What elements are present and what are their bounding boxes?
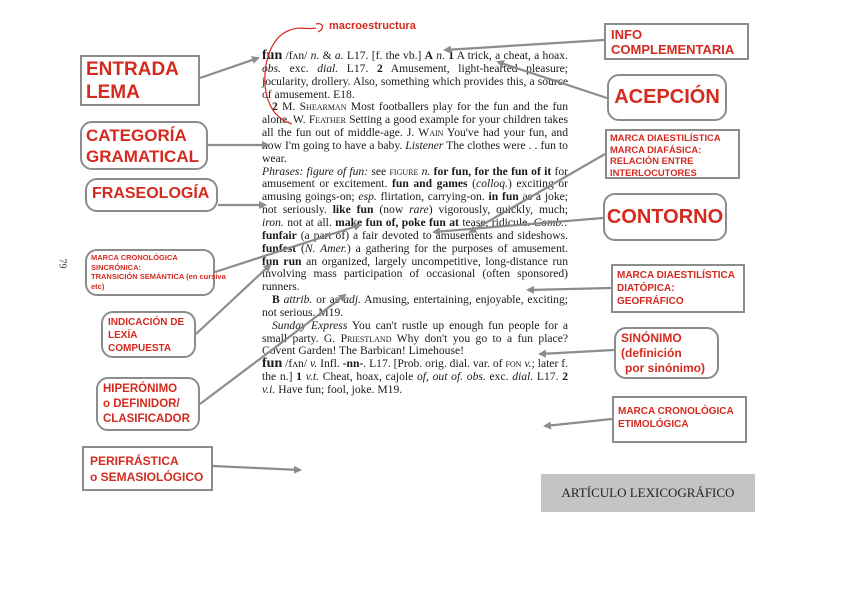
entry-run: A trick, a cheat, a hoax. xyxy=(454,49,568,62)
marca-cronologica-sincronica-label xyxy=(85,249,226,296)
entry-run: M. xyxy=(277,100,300,114)
entry-run: The clothes were . . fun to wear. xyxy=(262,138,568,165)
entry-run: Priestland xyxy=(340,331,392,345)
entry-run: ( xyxy=(296,241,305,255)
entry-run: L17. xyxy=(338,61,377,75)
perifrastica-line-2: o SEMASIOLÓGICO xyxy=(90,470,204,484)
etimologica-line-2: ETIMOLÓGICA xyxy=(618,419,689,430)
entry-run: fon xyxy=(505,357,522,371)
entry-run: figure xyxy=(389,164,419,178)
etimologica-line-1: MARCA CRONOLÓGICA xyxy=(618,406,734,417)
indicacion-line-3: COMPUESTA xyxy=(108,343,172,354)
entry-run: fun run xyxy=(262,254,302,268)
entry-run: Amusing, entertaining, enjoyable, exciting; not serious. M19. xyxy=(262,293,568,319)
sinonimo-line-3: por sinónimo) xyxy=(625,361,705,375)
entry-run: of, out of. obs. xyxy=(416,370,486,384)
entry-run: n. xyxy=(421,164,431,178)
entry-run: rare xyxy=(409,203,429,217)
entry-run: Feather xyxy=(308,113,346,127)
entry-run: an organized, largely uncompetitive, long-distance run involving mass participation of occasional (often sponsored) runners. xyxy=(262,254,569,294)
entry-run: You've had your fun, and now I'm going to have a baby. xyxy=(262,126,568,152)
entry-run: v.i. xyxy=(262,382,276,396)
contorno-label xyxy=(603,193,727,241)
entry-run: (now xyxy=(373,203,410,217)
entry-run: fun xyxy=(262,48,283,63)
entrada-lema-line-2: LEMA xyxy=(86,82,140,103)
entry-run: obs. xyxy=(262,61,282,75)
perifrastica-label xyxy=(82,446,213,491)
sinonimo-line-1: SINÓNIMO xyxy=(621,331,682,345)
entry-run: funfair xyxy=(262,228,297,242)
entry-run: Most footballers play for the fun and the fun alone. W. xyxy=(262,100,568,127)
arrow-marca-etimologica xyxy=(545,419,612,426)
entry-run: ( xyxy=(467,177,477,191)
entry-run: ) a gathering for the purposes of amusement. xyxy=(346,241,568,255)
arrow-perifrastica xyxy=(213,466,300,470)
hiperonimo-line-3: CLASIFICADOR xyxy=(103,413,190,425)
entry-paragraph-4 xyxy=(262,294,568,320)
entry-run: 2 xyxy=(376,61,383,75)
entry-run: 1 xyxy=(448,49,455,62)
entry-run: ) exciting or amusing goings-on; xyxy=(262,177,568,204)
categoria-gramatical-label xyxy=(80,121,208,170)
entry-run: ) vigorously, quickly, much; xyxy=(428,203,568,217)
entry-run: 2 xyxy=(562,370,568,384)
entry-run: in fun xyxy=(488,190,519,204)
entry-run: for fun, for the fun of it xyxy=(433,164,552,178)
articulo-lexicografico-caption: ARTÍCULO LEXICOGRÁFICO xyxy=(541,474,755,512)
entry-run: exc. xyxy=(485,370,513,384)
entry-run: Why don't you go to a fun place? Covent Garden! The Barbican! Limehouse! xyxy=(262,331,568,358)
entry-run: ; later f. the n.] xyxy=(262,357,568,384)
entry-run: Amusement, light-hearted pleasure; jocularity, drollery. Also, something which provides this, a source of amusement. E18. xyxy=(262,61,568,101)
entry-run: v. xyxy=(309,357,318,371)
marca-sincronica-line-1: MARCA CRONOLÓGICA xyxy=(91,253,178,262)
fraseologia-label xyxy=(85,178,218,212)
entry-run: n. xyxy=(310,49,320,62)
entry-run: N. Amer. xyxy=(304,241,347,255)
entry-paragraph-1 xyxy=(262,50,568,101)
entry-paragraph-5 xyxy=(262,320,568,359)
indicacion-lexia-label xyxy=(101,311,196,358)
entry-run: Infl. xyxy=(317,357,343,371)
entry-run: fun and games xyxy=(392,177,468,191)
entry-run: 2 xyxy=(272,100,278,114)
diafasica-line-4: INTERLOCUTORES xyxy=(610,166,697,178)
arrow-entrada-lema xyxy=(200,58,258,78)
hiperonimo-line-2: o DEFINIDOR/ xyxy=(103,398,180,410)
marca-sincronica-line-3: TRANSICIÓN SEMÁNTICA (en cursiva xyxy=(91,272,226,281)
entry-run: Comb.: xyxy=(533,215,569,229)
entry-run: funfest xyxy=(262,241,297,255)
entry-run: or as xyxy=(312,293,344,307)
marca-diatopica-label xyxy=(611,264,745,313)
marca-diafasica-label xyxy=(605,129,740,179)
entry-run: B xyxy=(272,293,280,307)
fraseologia-text: FRASEOLOGÍA xyxy=(92,185,210,202)
entry-run: . L17. [Prob. orig. dial. var. of xyxy=(363,357,506,371)
entry-run: L17. xyxy=(533,370,563,384)
info-line-2: COMPLEMENTARIA xyxy=(611,42,735,57)
entry-run: v. xyxy=(524,357,532,371)
entry-run: Setting a good example for your children takes all the fun out of middle-age. J. xyxy=(262,113,568,140)
entry-run: not at all. xyxy=(283,215,336,229)
entry-run: Sunday Express xyxy=(272,318,348,332)
entry-run: dial. xyxy=(512,370,534,384)
marca-sincronica-line-4: etc) xyxy=(91,281,105,291)
entry-run: colloq. xyxy=(476,177,508,191)
sinonimo-label xyxy=(614,327,719,379)
entry-run: a. xyxy=(334,49,344,62)
diafasica-line-2: MARCA DIAFÁSICA: xyxy=(610,143,702,155)
entry-paragraph-3 xyxy=(262,166,568,294)
entry-run: /fʌn/ xyxy=(282,49,311,62)
indicacion-line-1: INDICACIÓN DE xyxy=(108,317,185,328)
entry-run: n. xyxy=(436,49,445,62)
entry-run: fun xyxy=(262,356,283,372)
marca-etimologica-label xyxy=(612,396,747,443)
entry-run: Have fun; fool, joke. M19. xyxy=(275,382,403,396)
acepcion-text: ACEPCIÓN xyxy=(614,86,720,108)
hiperonimo-label xyxy=(96,377,200,431)
entry-run: flirtation, carrying-on. xyxy=(376,190,489,204)
entry-run: 1 xyxy=(296,370,302,384)
entry-run: tease, ridicule. xyxy=(458,215,534,229)
page-number: 79 xyxy=(56,258,68,269)
diafasica-line-3: RELACIÓN ENTRE xyxy=(610,155,694,166)
entry-run: L17. [f. the vb.] xyxy=(343,49,425,62)
entry-run: for amusement or excitement. xyxy=(262,164,568,191)
perifrastica-line-1: PERIFRÁSTICA xyxy=(90,454,179,468)
entry-run: & xyxy=(319,49,335,62)
categoria-line-1: CATEGORÍA xyxy=(86,126,187,145)
entry-run: -nn- xyxy=(342,357,364,371)
entry-run: Wain xyxy=(418,126,444,140)
sinonimo-line-2: (definición xyxy=(621,346,682,360)
contorno-text: CONTORNO xyxy=(606,206,724,228)
entry-paragraph-6 xyxy=(262,358,568,397)
indicacion-line-2: LEXÍA xyxy=(108,330,138,341)
entry-run: /fʌn/ xyxy=(282,357,310,371)
diatopica-line-1: MARCA DIAESTILÍSTICA xyxy=(617,270,735,281)
entry-run: (a part of) a fair devoted to amusements and sideshows. xyxy=(296,228,568,242)
entry-run: Listener xyxy=(405,138,444,152)
entry-run: You can't rustle up enough fun people for a small party. G. xyxy=(262,318,568,345)
entry-run: esp. xyxy=(358,190,377,204)
diatopica-line-3: GEOFRÁFICO xyxy=(617,296,684,307)
entry-run: v.t. xyxy=(305,370,320,384)
entry-run: see xyxy=(368,164,390,178)
entry-run: like fun xyxy=(332,203,374,217)
entrada-lema-label xyxy=(80,55,200,106)
entry-run: Shearman xyxy=(299,100,347,114)
info-complementaria-label xyxy=(604,23,749,60)
entry-paragraph-2 xyxy=(262,101,568,165)
macroestructura-hook-icon xyxy=(316,24,322,32)
entry-run: exc. xyxy=(281,61,318,75)
marca-sincronica-line-2: SINCRÓNICA: xyxy=(91,262,141,272)
diafasica-line-1: MARCA DIAESTILÍSTICA xyxy=(610,132,721,143)
entry-run: dial. xyxy=(317,61,339,75)
entry-run: make fun of, poke fun at xyxy=(335,215,459,229)
entry-run: iron. xyxy=(262,215,284,229)
entry-run: A xyxy=(424,49,434,62)
hiperonimo-line-1: HIPERÓNIMO xyxy=(103,383,178,395)
dictionary-entry xyxy=(262,50,568,397)
entry-run: as a joke; not seriously. xyxy=(262,190,569,217)
entry-run: adj. xyxy=(343,293,361,307)
entry-run: Phrases: figure of fun: xyxy=(262,164,369,178)
acepcion-label xyxy=(607,74,727,121)
categoria-line-2: GRAMATICAL xyxy=(86,147,199,166)
macroestructura-label: macroestructura xyxy=(329,20,416,32)
info-line-1: INFO xyxy=(611,27,643,42)
entry-run: Cheat, hoax, cajole xyxy=(319,370,417,384)
diatopica-line-2: DIATÓPICA: xyxy=(617,283,675,294)
entrada-lema-line-1: ENTRADA xyxy=(86,59,179,80)
entry-run: attrib. xyxy=(283,293,313,307)
